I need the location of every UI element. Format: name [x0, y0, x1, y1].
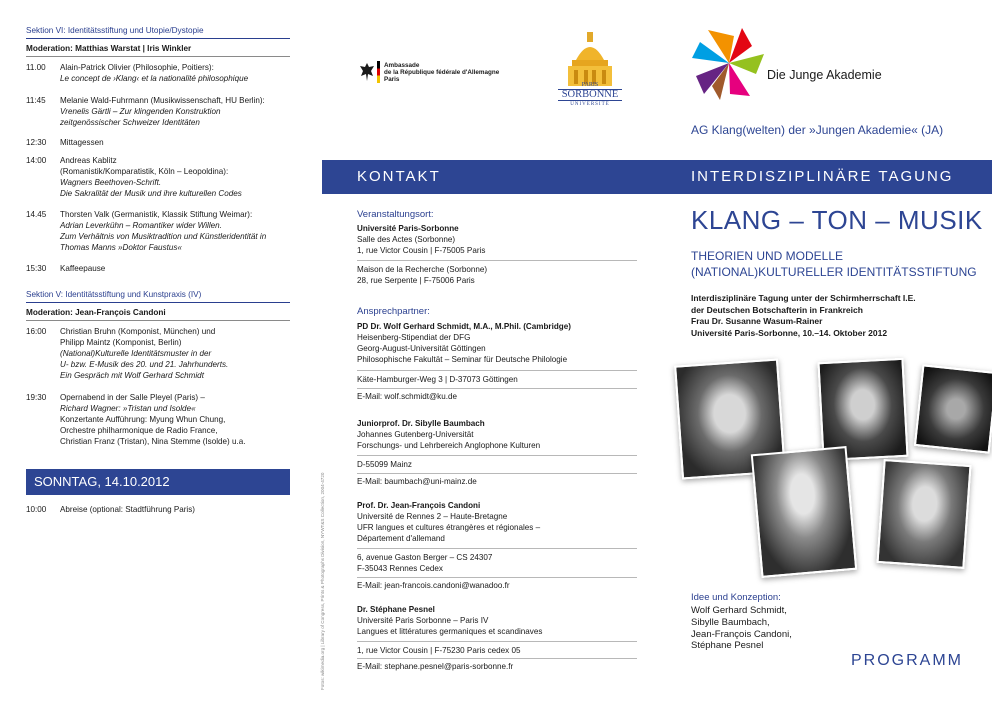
- idea-name: Sibylle Baumbach,: [691, 616, 770, 628]
- program-panel: [0, 0, 322, 702]
- divider: [357, 370, 637, 371]
- entry-speaker: Alain-Patrick Olivier (Philosophie, Poitiers):: [60, 63, 214, 72]
- contact-address: Käte-Hamburger-Weg 3 | D-37073 Göttingen: [357, 375, 518, 384]
- contact-address: [357, 552, 642, 574]
- event-info: [691, 293, 991, 339]
- contact-line: Forschungs- und Lehrbereich Anglophone Kulturen: [357, 441, 541, 450]
- entry-time: 15:30: [26, 264, 47, 273]
- contact-email[interactable]: E-Mail: wolf.schmidt@ku.de: [357, 392, 457, 401]
- junge-akademie-logo-icon: [690, 24, 768, 102]
- divider: [357, 473, 637, 474]
- contact-baumbach: [357, 418, 642, 451]
- entry-title: Thomas Manns »Doktor Faustus«: [60, 243, 182, 252]
- idea-names: [691, 605, 792, 652]
- ambassade-line: Ambassade: [384, 62, 420, 69]
- main-title: KLANG – TON – MUSIK: [691, 205, 983, 235]
- eagle-icon: [359, 62, 375, 82]
- contact-candoni: [357, 500, 642, 544]
- entry-time: 11.00: [26, 63, 46, 72]
- venue-line: Maison de la Recherche (Sorbonne): [357, 265, 488, 274]
- entry-time: 10:00: [26, 505, 47, 514]
- contact-line: 6, avenue Gaston Berger – CS 24307: [357, 553, 493, 562]
- idea-label: Idee und Konzeption:: [691, 592, 781, 603]
- entry-text: Opernabend in der Salle Pleyel (Paris) –: [60, 393, 205, 402]
- entry-text: Kaffeepause: [60, 264, 106, 273]
- contact-pesnel: [357, 604, 642, 637]
- entry-title: Wagners Beethoven-Schrift.: [60, 178, 162, 187]
- ambassade-line: de la République fédérale d'Allemagne: [384, 69, 500, 77]
- venue-name: Université Paris-Sorbonne: [357, 224, 459, 233]
- venue-block-2: [357, 264, 642, 286]
- entry-speaker: Andreas Kablitz: [60, 156, 117, 165]
- sorbonne-paris: PARIS: [581, 82, 599, 88]
- divider: [357, 548, 637, 549]
- entry-text: Orchestre philharmonique de Radio France,: [60, 426, 218, 435]
- venue-line: 1, rue Victor Cousin | F-75005 Paris: [357, 246, 486, 255]
- sunday-bar: SONNTAG, 14.10.2012: [26, 469, 290, 495]
- entry-time: 16:00: [26, 327, 47, 336]
- entry-time: 12:30: [26, 138, 47, 147]
- ambassade-logo: [359, 62, 500, 87]
- contact-email[interactable]: E-Mail: stephane.pesnel@paris-sorbonne.fr: [357, 662, 514, 671]
- composer-photo: [751, 446, 857, 578]
- contact-line: Heisenberg-Stipendiat der DFG: [357, 333, 471, 342]
- contact-line: Philosophische Fakultät – Seminar für Deutsche Philologie: [357, 355, 568, 364]
- partner-label: Ansprechpartner:: [357, 306, 430, 317]
- composer-photo: [876, 459, 971, 569]
- contact-email[interactable]: E-Mail: baumbach@uni-mainz.de: [357, 477, 477, 486]
- entry-speaker: Philipp Maintz (Komponist, Berlin): [60, 338, 182, 347]
- entry-text: Abreise (optional: Stadtführung Paris): [60, 505, 195, 514]
- entry-title: (National)Kulturelle Identitätsmuster in der: [60, 349, 212, 358]
- section-6-moderation: Moderation: Matthias Warstat | Iris Winkler: [26, 44, 290, 57]
- sorbonne-name: SORBONNE: [558, 89, 622, 101]
- venue-line: Salle des Actes (Sorbonne): [357, 235, 456, 244]
- ambassade-line: Paris: [384, 76, 400, 84]
- info-line: Interdisziplinäre Tagung unter der Schirmherrschaft I.E.: [691, 293, 916, 303]
- contact-name: Prof. Dr. Jean-François Candoni: [357, 501, 481, 510]
- entry-title: Zum Verhältnis von Musiktradition und Künstleridentität in: [60, 232, 267, 241]
- tagung-band: INTERDISZIPLINÄRE TAGUNG: [660, 160, 992, 194]
- divider: [357, 455, 637, 456]
- venue-label: Veranstaltungsort:: [357, 209, 434, 220]
- programm-label: PROGRAMM: [851, 652, 963, 669]
- entry-title: Adrian Leverkühn – Romantiker wider Willen.: [60, 221, 222, 230]
- entry-speaker: Thorsten Valk (Germanistik, Klassik Stiftung Weimar):: [60, 210, 253, 219]
- venue-line: 28, rue Serpente | F-75006 Paris: [357, 276, 475, 285]
- entry-title: Vrenelis Gärtli – Zur klingenden Konstruktion: [60, 107, 221, 116]
- contact-line: Département d'allemand: [357, 534, 445, 543]
- section-5-moderation: Moderation: Jean-François Candoni: [26, 308, 290, 321]
- entry-text: Konzertante Aufführung: Myung Whun Chung,: [60, 415, 226, 424]
- contact-name: Juniorprof. Dr. Sibylle Baumbach: [357, 419, 485, 428]
- subtitle: [691, 248, 991, 280]
- contact-line: Université de Rennes 2 – Haute-Bretagne: [357, 512, 508, 521]
- contact-line: Johannes Gutenberg-Universität: [357, 430, 474, 439]
- divider: [357, 577, 637, 578]
- entry-speaker: Christian Bruhn (Komponist, München) und: [60, 327, 216, 336]
- divider: [357, 260, 637, 261]
- contact-address: D-55099 Mainz: [357, 460, 412, 469]
- entry-title: Richard Wagner: »Tristan und Isolde«: [60, 404, 196, 413]
- contact-name: Dr. Stéphane Pesnel: [357, 605, 435, 614]
- contact-line: F-35043 Rennes Cedex: [357, 564, 443, 573]
- entry-time: 19:30: [26, 393, 47, 402]
- entry-text: Mittagessen: [60, 138, 104, 147]
- venue-block: [357, 223, 642, 256]
- entry-time: 14.45: [26, 210, 47, 219]
- divider: [357, 658, 637, 659]
- section-6-heading: Sektion VI: Identitätsstiftung und Utopie/Dystopie: [26, 26, 290, 39]
- divider: [357, 388, 637, 389]
- entry-title: Die Sakralität der Musik und ihre kulturellen Codes: [60, 189, 242, 198]
- contact-schmidt: [357, 321, 642, 365]
- info-line: Frau Dr. Susanne Wasum-Rainer: [691, 316, 823, 326]
- subtitle-line: (NATIONAL)KULTURELLER IDENTITÄTSSTIFTUNG: [691, 265, 977, 279]
- entry-title: U- bzw. E-Musik des 20. und 21. Jahrhunderts.: [60, 360, 229, 369]
- sorbonne-logo: [558, 30, 622, 110]
- sorbonne-universite: UNIVERSITÉ: [570, 102, 610, 107]
- entry-title: Ein Gespräch mit Wolf Gerhard Schmidt: [60, 371, 204, 380]
- idea-name: Jean-François Candoni,: [691, 628, 792, 640]
- photo-credit: Fotos: wikimedia.org | Library of Congress, Prints & Photographs Division, NYWT&S Collection, 2004-4720: [320, 472, 325, 690]
- contact-address: 1, rue Victor Cousin | F-75230 Paris cedex 05: [357, 646, 521, 655]
- divider: [357, 641, 637, 642]
- entry-time: 14:00: [26, 156, 47, 165]
- entry-title: Le concept de ›Klang‹ et la nationalité philosophique: [60, 74, 249, 83]
- contact-line: Langues et littératures germaniques et scandinaves: [357, 627, 543, 636]
- idea-name: Stéphane Pesnel: [691, 640, 764, 652]
- entry-title: zeitgenössischer Schweizer Identitäten: [60, 118, 200, 127]
- contact-line: Université Paris Sorbonne – Paris IV: [357, 616, 489, 625]
- contact-line: Georg-August-Universität Göttingen: [357, 344, 486, 353]
- entry-affiliation: (Romanistik/Komparatistik, Köln – Leopoldina):: [60, 167, 229, 176]
- contact-name: PD Dr. Wolf Gerhard Schmidt, M.A., M.Phil. (Cambridge): [357, 322, 571, 331]
- cover-panel: [660, 0, 992, 702]
- subtitle-line: THEORIEN UND MODELLE: [691, 249, 844, 263]
- entry-text: Christian Franz (Tristan), Nina Stemme (Isolde) u.a.: [60, 437, 246, 446]
- info-line: der Deutschen Botschafterin in Frankreich: [691, 304, 863, 315]
- contact-email[interactable]: E-Mail: jean-francois.candoni@wanadoo.fr: [357, 581, 510, 590]
- entry-speaker: Melanie Wald-Fuhrmann (Musikwissenschaft, HU Berlin):: [60, 96, 265, 105]
- idea-name: Wolf Gerhard Schmidt,: [691, 605, 787, 616]
- info-line: Université Paris-Sorbonne, 10.–14. Oktober 2012: [691, 327, 888, 338]
- brand-name: Die Junge Akademie: [767, 68, 882, 82]
- composer-photo: [914, 364, 992, 453]
- kontakt-band: KONTAKT: [322, 160, 660, 194]
- contact-panel: [322, 0, 660, 702]
- sorbonne-dome-icon: [558, 30, 622, 90]
- contact-line: UFR langues et cultures étrangères et régionales –: [357, 523, 541, 532]
- entry-time: 11:45: [26, 96, 46, 105]
- ag-title: AG Klang(welten) der »Jungen Akademie« (JA): [691, 123, 944, 137]
- composer-photo: [817, 358, 908, 461]
- section-5-heading: Sektion V: Identitätsstiftung und Kunstpraxis (IV): [26, 290, 290, 303]
